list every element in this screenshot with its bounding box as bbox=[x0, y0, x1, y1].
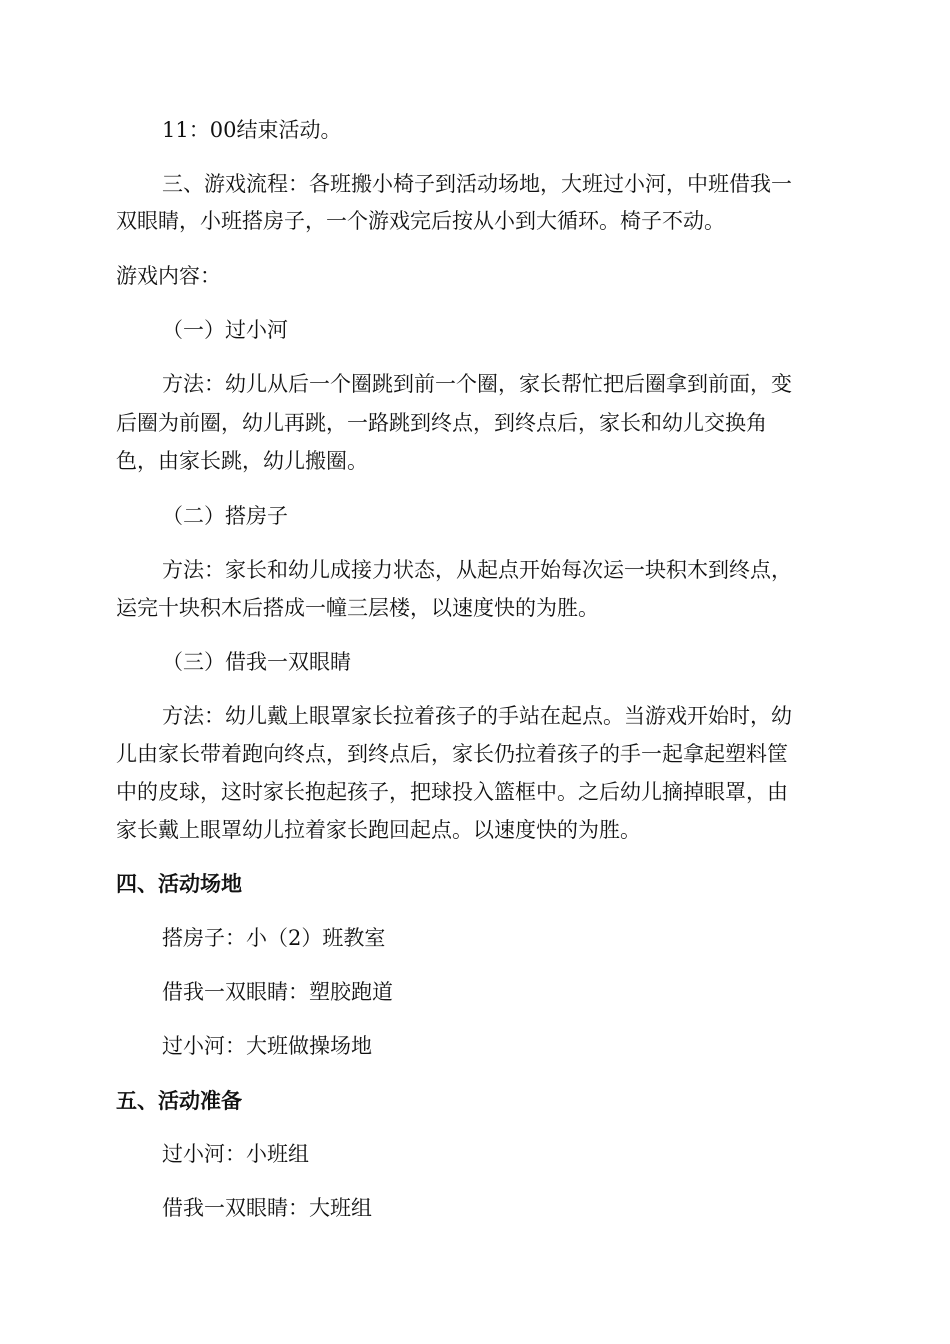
game1-method-line-2: 后圈为前圈，幼儿再跳，一路跳到终点，到终点后，家长和幼儿交换角 bbox=[116, 411, 767, 435]
game1-method-line-1: 方法：幼儿从后一个圈跳到前一个圈，家长帮忙把后圈拿到前面，变 bbox=[162, 372, 792, 396]
game-content-heading: 游戏内容： bbox=[116, 264, 221, 288]
end-time-line: 11：00结束活动。 bbox=[162, 118, 342, 142]
game1-title: （一）过小河 bbox=[162, 318, 288, 342]
venue-item-1: 搭房子：小（2）班教室 bbox=[162, 926, 386, 950]
game3-method-line-3: 中的皮球，这时家长抱起孩子，把球投入篮框中。之后幼儿摘掉眼罩，由 bbox=[116, 780, 788, 804]
game-flow-line-2: 双眼睛，小班搭房子，一个游戏完后按从小到大循环。椅子不动。 bbox=[116, 209, 725, 233]
venue-item-2: 借我一双眼睛：塑胶跑道 bbox=[162, 980, 393, 1004]
game2-method-line-1: 方法：家长和幼儿成接力状态，从起点开始每次运一块积木到终点， bbox=[162, 558, 792, 582]
game2-title: （二）搭房子 bbox=[162, 504, 288, 528]
game3-method-line-1: 方法：幼儿戴上眼罩家长拉着孩子的手站在起点。当游戏开始时，幼 bbox=[162, 704, 792, 728]
venue-item-3: 过小河：大班做操场地 bbox=[162, 1034, 372, 1058]
game3-method-line-4: 家长戴上眼罩幼儿拉着家长跑回起点。以速度快的为胜。 bbox=[116, 818, 641, 842]
game1-method-line-3: 色，由家长跳，幼儿搬圈。 bbox=[116, 449, 368, 473]
section-4-heading: 四、活动场地 bbox=[116, 872, 242, 896]
game3-title: （三）借我一双眼睛 bbox=[162, 650, 351, 674]
game3-method-line-2: 儿由家长带着跑向终点，到终点后，家长仍拉着孩子的手一起拿起塑料筐 bbox=[116, 742, 788, 766]
game2-method-line-2: 运完十块积木后搭成一幢三层楼，以速度快的为胜。 bbox=[116, 596, 599, 620]
prep-item-2: 借我一双眼睛：大班组 bbox=[162, 1196, 372, 1220]
game-flow-line-1: 三、游戏流程：各班搬小椅子到活动场地，大班过小河，中班借我一 bbox=[162, 172, 792, 196]
prep-item-1: 过小河：小班组 bbox=[162, 1142, 309, 1166]
section-5-heading: 五、活动准备 bbox=[116, 1089, 242, 1113]
